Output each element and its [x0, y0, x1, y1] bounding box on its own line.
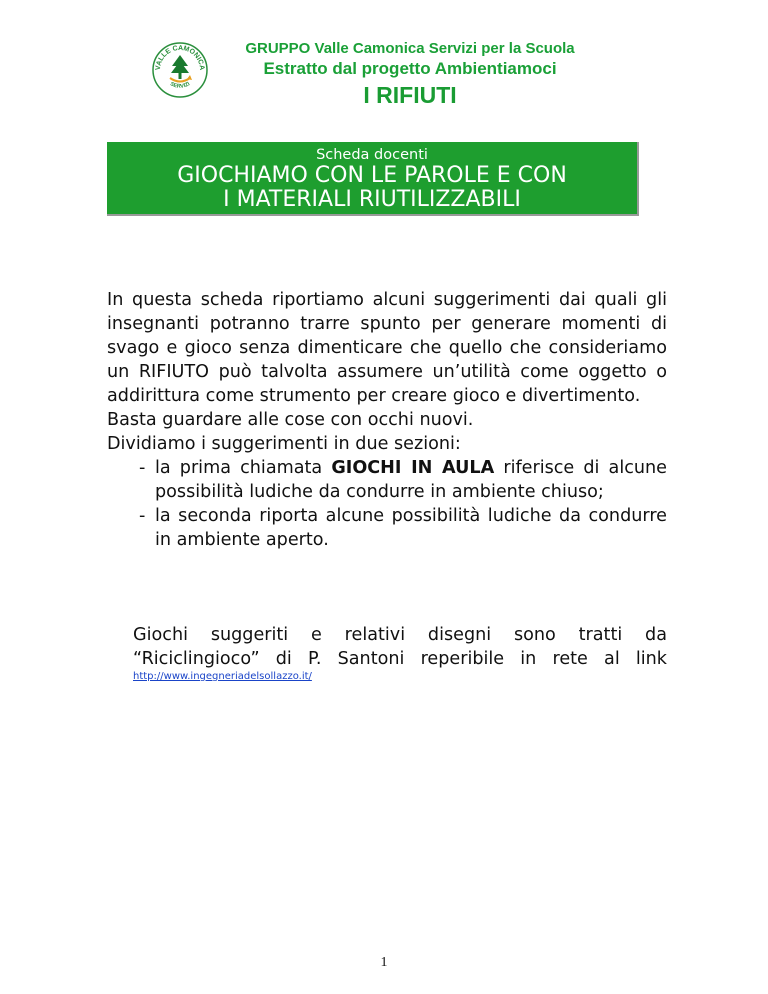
- item1-pre: la prima chiamata: [155, 458, 332, 478]
- banner-title-line2: I MATERIALI RIUTILIZZABILI: [223, 187, 521, 212]
- item1-bold: GIOCHI IN AULA: [331, 458, 495, 478]
- document-header: [220, 40, 600, 110]
- header-topic: I RIFIUTI: [363, 82, 457, 108]
- list-item: [107, 504, 667, 552]
- title-banner: [107, 142, 639, 216]
- intro-paragraph: [107, 288, 667, 432]
- item2-text: la seconda riporta alcune possibilità ludiche da condurre in ambiente aperto.: [155, 506, 667, 550]
- logo-top-text: VALLE CAMONICA: [154, 44, 206, 71]
- list-dash: -: [139, 506, 146, 526]
- header-group-name: GRUPPO Valle Camonica Servizi per la Scuola: [245, 40, 575, 57]
- logo-bottom-text: SERVIZI: [168, 81, 192, 90]
- logo: [150, 38, 210, 100]
- sections-paragraph: [107, 432, 667, 552]
- page-number: 1: [380, 955, 388, 970]
- sections-list: [107, 456, 667, 552]
- list-item: [107, 456, 667, 504]
- list-dash: -: [139, 458, 146, 478]
- item1-post: riferisce di alcune possibilità ludiche da condurre in ambiente chiuso;: [155, 458, 668, 502]
- intro-end-text: Basta guardare alle cose con occhi nuovi.: [107, 410, 474, 430]
- banner-title-line1: GIOCHIAMO CON LE PAROLE E CON: [177, 163, 567, 188]
- credits-paragraph: Giochi suggeriti e relativi disegni sono tratti da “Riciclingioco” di P. Santoni reperibile in rete al link: [133, 625, 667, 669]
- source-link[interactable]: http://www.ingegneriadelsollazzo.it/: [133, 671, 312, 682]
- header-project: Estratto dal progetto Ambientiamoci: [263, 59, 557, 78]
- intro-text: In questa scheda riportiamo alcuni suggerimenti dai quali gli insegnanti potranno trarre spunto per generare momenti di svago e gioco senza dimenticare che quello che consideriamo un RIFIUTO può talvolta assumere un’utilità come oggetto o addirittura come strumento per creare gioco e divertimento.: [107, 290, 667, 406]
- sections-intro: Dividiamo i suggerimenti in due sezioni:: [107, 434, 461, 454]
- banner-subtitle: Scheda docenti: [316, 147, 428, 163]
